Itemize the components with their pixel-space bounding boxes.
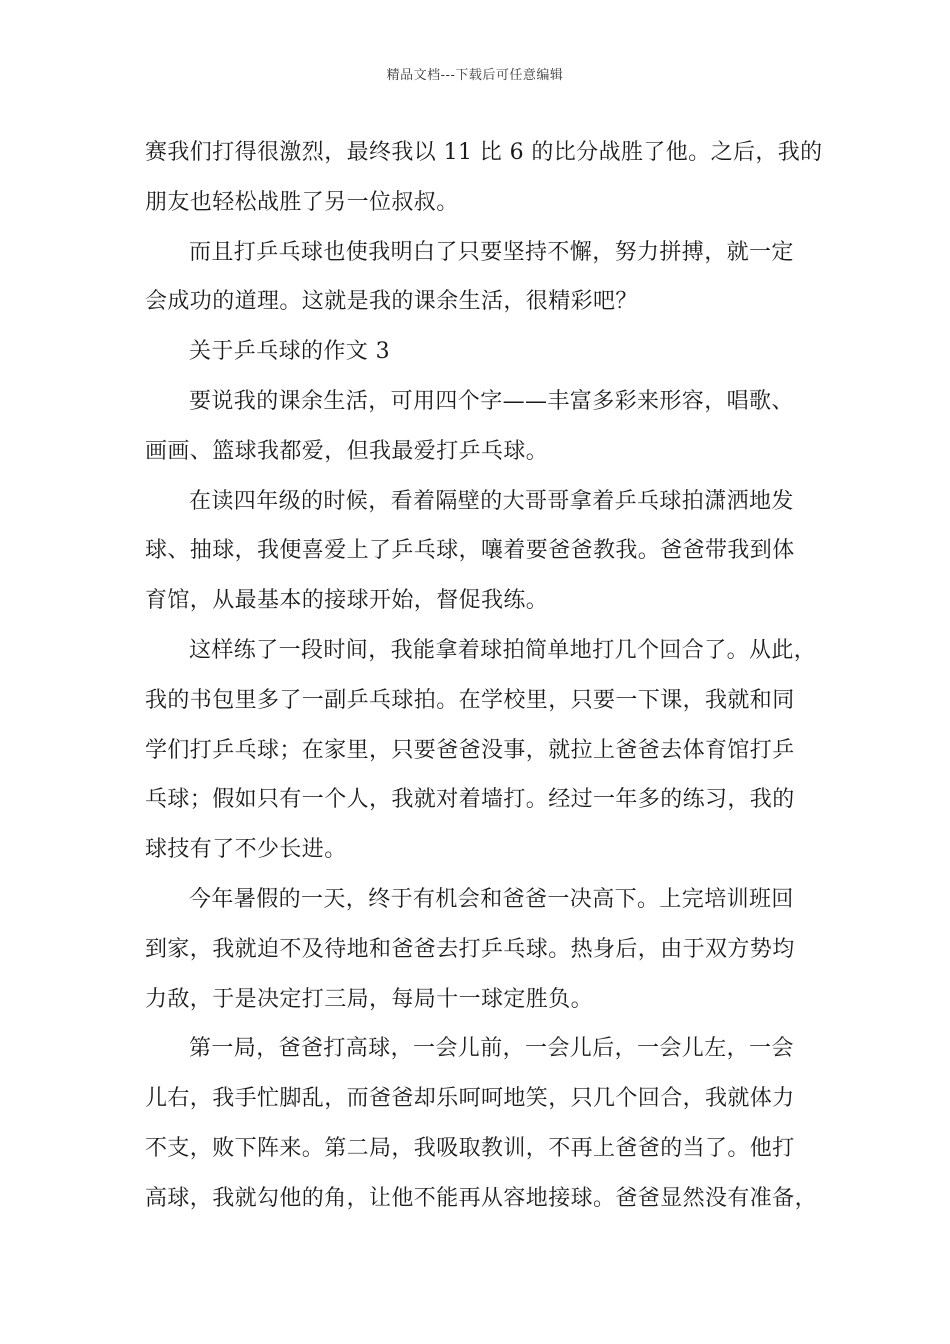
text-line: 画画、篮球我都爱，但我最爱打乒乓球。 <box>145 438 549 464</box>
text-line: 育馆，从最基本的接球开始，督促我练。 <box>145 588 549 614</box>
text-line: 会成功的道理。这就是我的课余生活，很精彩吧？ <box>145 289 638 315</box>
text-line: 赛我们打得很激烈，最终我以 11 比 6 的比分战胜了他。之后，我的 <box>145 140 823 165</box>
text-line: 我的书包里多了一副乒乓球拍。在学校里，只要一下课，我就和同 <box>145 687 795 713</box>
text-line: 在读四年级的时候，看着隔壁的大哥哥拿着乒乓球拍潇洒地发 <box>189 488 794 514</box>
text-line: 而且打乒乓球也使我明白了只要坚持不懈，努力拼搏，就一定 <box>189 239 794 265</box>
text-line: 不支，败下阵来。第二局，我吸取教训，不再上爸爸的当了。他打 <box>145 1135 795 1161</box>
text-line: 这样练了一段时间，我能拿着球拍简单地打几个回合了。从此， <box>189 637 817 663</box>
text-line: 朋友也轻松战胜了另一位叔叔。 <box>145 189 459 215</box>
text-line: 儿右，我手忙脚乱，而爸爸却乐呵呵地笑，只几个回合，我就体力 <box>145 1086 795 1112</box>
text-line: 球、抽球，我便喜爱上了乒乓球，嚷着要爸爸教我。爸爸带我到体 <box>145 538 795 564</box>
text-line: 第一局，爸爸打高球，一会儿前，一会儿后，一会儿左，一会 <box>189 1036 794 1062</box>
text-line: 今年暑假的一天，终于有机会和爸爸一决高下。上完培训班回 <box>189 886 794 912</box>
text-line: 乓球；假如只有一个人，我就对着墙打。经过一年多的练习，我的 <box>145 787 795 813</box>
section-heading: 关于乒乓球的作文 3 <box>189 339 390 365</box>
text-line: 球技有了不少长进。 <box>145 837 347 863</box>
text-line: 高球，我就勾他的角，让他不能再从容地接球。爸爸显然没有准备， <box>145 1185 818 1211</box>
text-line: 力敌，于是决定打三局，每局十一球定胜负。 <box>145 986 594 1012</box>
page-header: 精品文档---下载后可任意编辑 <box>386 68 564 83</box>
text-line: 要说我的课余生活，可用四个字——丰富多彩来形容，唱歌、 <box>189 388 794 414</box>
text-line: 学们打乒乓球；在家里，只要爸爸没事，就拉上爸爸去体育馆打乒 <box>145 737 795 763</box>
text-line: 到家，我就迫不及待地和爸爸去打乒乓球。热身后，由于双方势均 <box>145 936 795 962</box>
document-body <box>145 128 823 1224</box>
